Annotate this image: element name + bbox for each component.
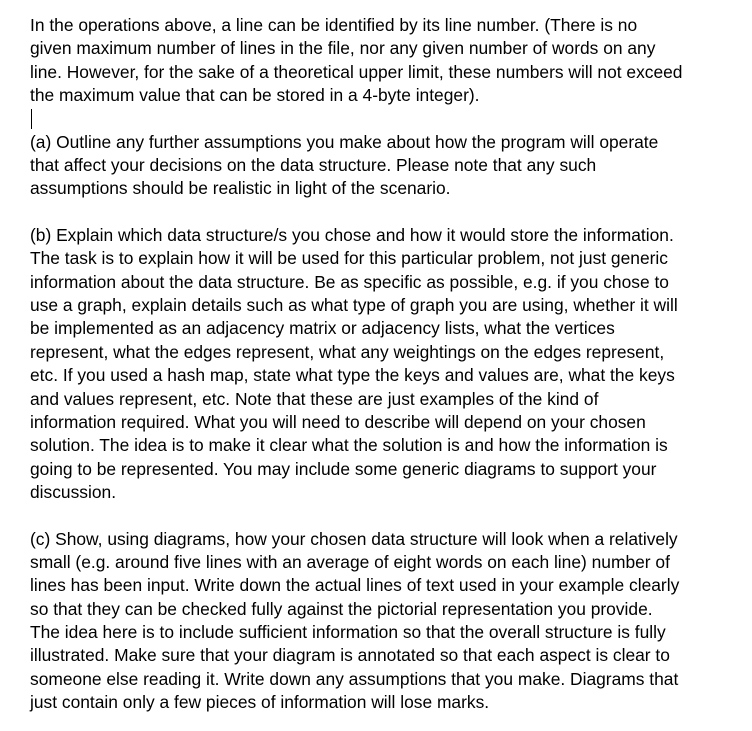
text-line: (c) Show, using diagrams, how your chosen data structure will look when a relatively bbox=[30, 528, 678, 549]
text-line: (a) Outline any further assumptions you make about how the program will operate bbox=[30, 131, 659, 152]
text-line: use a graph, explain details such as what type of graph you are using, whether it will bbox=[30, 295, 678, 316]
blank-line bbox=[30, 201, 752, 224]
text-line: be implemented as an adjacency matrix or adjacency lists, what the vertices bbox=[30, 318, 615, 339]
text-cursor bbox=[31, 109, 32, 129]
text-line: The task is to explain how it will be used for this particular problem, not just generic bbox=[30, 248, 668, 269]
text-line: and values represent, etc. Note that these are just examples of the kind of bbox=[30, 388, 599, 409]
text-line: illustrated. Make sure that your diagram is annotated so that each aspect is clear to bbox=[30, 645, 670, 666]
part-c-paragraph bbox=[30, 528, 752, 715]
text-line: going to be represented. You may include some generic diagrams to support your bbox=[30, 458, 657, 479]
text-line: lines has been input. Write down the actual lines of text used in your example clearly bbox=[30, 575, 680, 596]
text-line: line. However, for the sake of a theoretical upper limit, these numbers will not exceed bbox=[30, 61, 683, 82]
text-line: just contain only a few pieces of information will lose marks. bbox=[30, 691, 490, 712]
intro-paragraph bbox=[30, 14, 752, 107]
part-b-paragraph bbox=[30, 224, 752, 504]
blank-line bbox=[30, 504, 752, 527]
text-line: assumptions should be realistic in light of the scenario. bbox=[30, 178, 451, 199]
text-line: given maximum number of lines in the file, nor any given number of words on any bbox=[30, 38, 656, 59]
text-line: (b) Explain which data structure/s you chose and how it would store the information. bbox=[30, 225, 674, 246]
text-line: discussion. bbox=[30, 481, 117, 502]
text-line: solution. The idea is to make it clear what the solution is and how the information is bbox=[30, 435, 668, 456]
text-line: The idea here is to include sufficient information so that the overall structure is fully bbox=[30, 621, 666, 642]
text-line: information required. What you will need to describe will depend on your chosen bbox=[30, 411, 646, 432]
text-line: represent, what the edges represent, what any weightings on the edges represent, bbox=[30, 341, 665, 362]
text-line: etc. If you used a hash map, state what type the keys and values are, what the keys bbox=[30, 365, 675, 386]
text-line: small (e.g. around five lines with an average of eight words on each line) number of bbox=[30, 551, 670, 572]
part-a-paragraph bbox=[30, 131, 752, 201]
text-line: so that they can be checked fully against the pictorial representation you provide. bbox=[30, 598, 653, 619]
text-line: information about the data structure. Be as specific as possible, e.g. if you chose to bbox=[30, 271, 669, 292]
empty-line-with-cursor[interactable] bbox=[30, 107, 752, 130]
text-line: someone else reading it. Write down any assumptions that you make. Diagrams that bbox=[30, 668, 679, 689]
text-line: the maximum value that can be stored in a 4-byte integer). bbox=[30, 85, 480, 106]
text-line: that affect your decisions on the data structure. Please note that any such bbox=[30, 155, 597, 176]
document-body[interactable] bbox=[30, 14, 752, 714]
text-line: In the operations above, a line can be identified by its line number. (There is no bbox=[30, 15, 638, 35]
